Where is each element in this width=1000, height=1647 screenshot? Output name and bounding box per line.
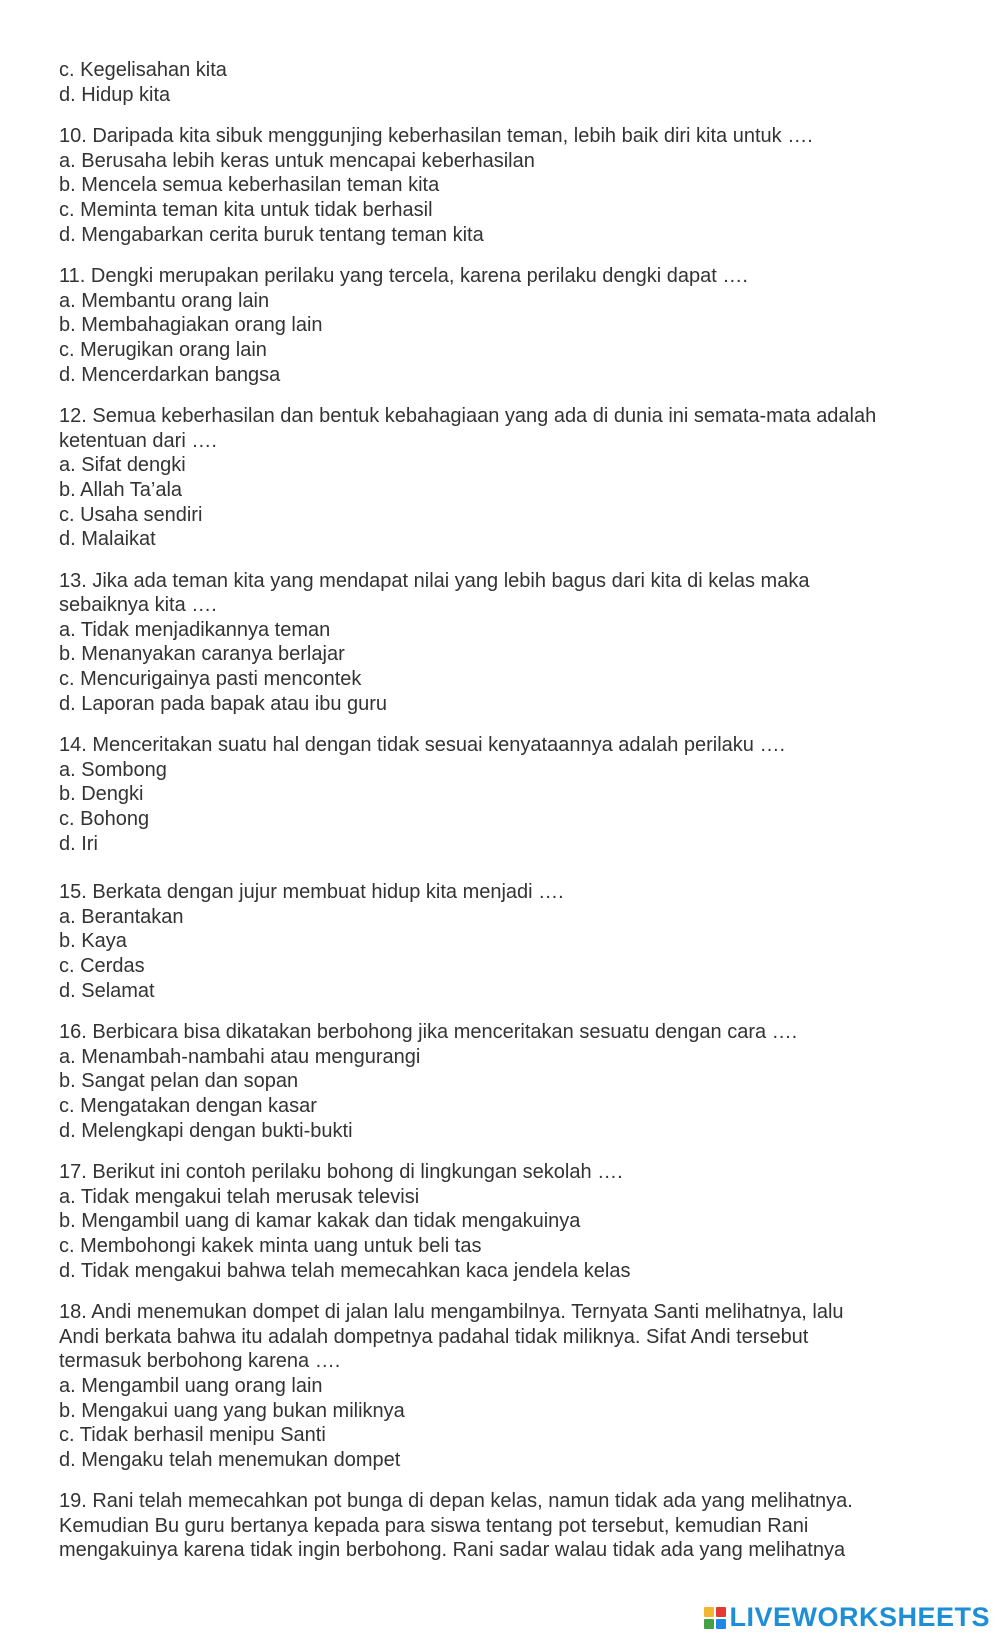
question-text: sebaiknya kita …. — [59, 594, 217, 617]
brand-name: LIVEWORKSHEETS — [729, 1602, 990, 1632]
question-text: 15. Berkata dengan jujur membuat hidup kita menjadi …. — [59, 881, 564, 904]
option-line: b. Membahagiakan orang lain — [59, 314, 323, 337]
option-line: d. Iri — [59, 832, 98, 855]
option-line: d. Melengkapi dengan bukti-bukti — [59, 1119, 353, 1142]
question-text: mengakuinya karena tidak ingin berbohong. Rani sadar walau tidak ada yang melihatnya — [59, 1539, 846, 1562]
option-line: c. Mengatakan dengan kasar — [59, 1094, 317, 1117]
option-line: c. Merugikan orang lain — [59, 338, 267, 361]
option-line: b. Mengakui uang yang bukan miliknya — [59, 1399, 405, 1422]
option-line: c. Bohong — [59, 808, 150, 831]
option-line: c. Usaha sendiri — [59, 503, 203, 526]
question-text: 13. Jika ada teman kita yang mendapat nilai yang lebih bagus dari kita di kelas maka — [59, 569, 810, 592]
option-line: b. Mencela semua keberhasilan teman kita — [59, 174, 440, 197]
liveworksheets-logo — [704, 1602, 990, 1633]
question-19 — [59, 1489, 959, 1563]
worksheet-page — [59, 58, 959, 1580]
question-13 — [59, 569, 959, 717]
option-line: a. Sifat dengki — [59, 454, 186, 477]
question-12 — [59, 404, 959, 552]
option-line: b. Kaya — [59, 930, 127, 953]
question-text: 16. Berbicara bisa dikatakan berbohong jika menceritakan sesuatu dengan cara …. — [59, 1021, 798, 1044]
logo-square — [704, 1607, 714, 1617]
option-line: a. Berusaha lebih keras untuk mencapai keberhasilan — [59, 149, 535, 172]
option-line: c. Tidak berhasil menipu Santi — [59, 1424, 326, 1447]
option-line: d. Selamat — [59, 979, 155, 1002]
question-text: 12. Semua keberhasilan dan bentuk kebahagiaan yang ada di dunia ini semata-mata adalah — [59, 405, 877, 428]
option-line: b. Menanyakan caranya berlajar — [59, 643, 345, 666]
option-line: d. Mengaku telah menemukan dompet — [59, 1448, 401, 1471]
option-line: a. Menambah-nambahi atau mengurangi — [59, 1045, 421, 1068]
option-line: a. Tidak mengakui telah merusak televisi — [59, 1185, 420, 1208]
question-17 — [59, 1160, 959, 1283]
question-text: 10. Daripada kita sibuk menggunjing keberhasilan teman, lebih baik diri kita untuk …. — [59, 125, 813, 148]
question-18 — [59, 1300, 959, 1472]
question-text: 17. Berikut ini contoh perilaku bohong di lingkungan sekolah …. — [59, 1161, 623, 1184]
option-line: c. Mencurigainya pasti mencontek — [59, 668, 362, 691]
question-text: 14. Menceritakan suatu hal dengan tidak sesuai kenyataannya adalah perilaku …. — [59, 734, 786, 757]
option-line: b. Mengambil uang di kamar kakak dan tidak mengakuinya — [59, 1210, 581, 1233]
question-text: ketentuan dari …. — [59, 429, 217, 452]
option-line: d. Laporan pada bapak atau ibu guru — [59, 692, 388, 715]
option-line: a. Membantu orang lain — [59, 289, 270, 312]
question-11 — [59, 264, 959, 387]
option-line: b. Allah Ta’ala — [59, 478, 183, 501]
logo-square — [716, 1607, 726, 1617]
option-line: b. Dengki — [59, 783, 144, 806]
logo-square — [704, 1619, 714, 1629]
option-line: a. Sombong — [59, 758, 167, 781]
option-line: d. Mengabarkan cerita buruk tentang teman kita — [59, 223, 484, 246]
option-line: c. Cerdas — [59, 955, 145, 977]
option-line: c. Kegelisahan kita — [59, 59, 227, 81]
option-line: c. Meminta teman kita untuk tidak berhasil — [59, 198, 433, 221]
option-line: a. Mengambil uang orang lain — [59, 1374, 323, 1397]
option-line: d. Mencerdarkan bangsa — [59, 363, 281, 386]
option-line: d. Tidak mengakui bahwa telah memecahkan kaca jendela kelas — [59, 1259, 631, 1282]
question-9-continuation — [59, 58, 959, 107]
question-16 — [59, 1020, 959, 1143]
question-text: 18. Andi menemukan dompet di jalan lalu mengambilnya. Ternyata Santi melihatnya, lalu — [59, 1301, 844, 1324]
option-line: a. Berantakan — [59, 905, 184, 928]
option-line: d. Malaikat — [59, 528, 156, 551]
option-line: d. Hidup kita — [59, 83, 171, 106]
option-line: a. Tidak menjadikannya teman — [59, 618, 331, 641]
logo-squares-icon — [704, 1607, 726, 1629]
option-line: c. Membohongi kakek minta uang untuk beli tas — [59, 1234, 482, 1257]
question-text: 11. Dengki merupakan perilaku yang tercela, karena perilaku dengki dapat …. — [59, 265, 748, 288]
question-14 — [59, 733, 959, 856]
question-text: 19. Rani telah memecahkan pot bunga di depan kelas, namun tidak ada yang melihatnya. — [59, 1490, 853, 1513]
question-text: Andi berkata bahwa itu adalah dompetnya padahal tidak miliknya. Sifat Andi tersebut — [59, 1325, 809, 1348]
question-text: termasuk berbohong karena …. — [59, 1350, 341, 1373]
question-15 — [59, 880, 959, 1003]
logo-square — [716, 1619, 726, 1629]
question-text: Kemudian Bu guru bertanya kepada para siswa tentang pot tersebut, kemudian Rani — [59, 1514, 809, 1537]
option-line: b. Sangat pelan dan sopan — [59, 1070, 299, 1093]
question-10 — [59, 124, 959, 247]
